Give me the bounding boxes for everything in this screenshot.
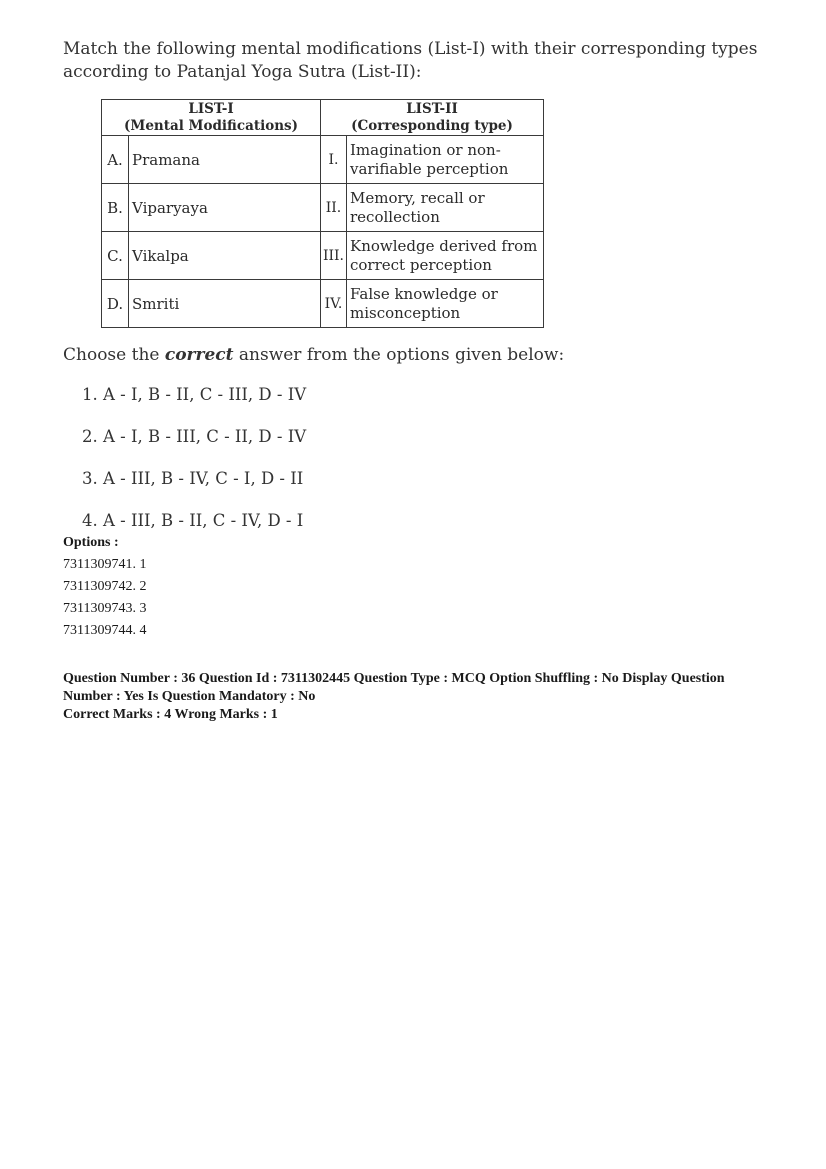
- list-i-subtitle: (Mental Modifications): [123, 117, 299, 134]
- row-roman: II.: [321, 184, 347, 232]
- corresponding-type: Memory, recall or recollection: [347, 184, 544, 232]
- row-roman: IV.: [321, 280, 347, 328]
- option-id: 7311309742. 2: [63, 579, 147, 594]
- list-i-header: [102, 100, 321, 136]
- table-header-row: [102, 100, 544, 136]
- corresponding-type: False knowledge or misconception: [347, 280, 544, 328]
- option-id: 7311309743. 3: [63, 601, 147, 616]
- list-i-title: LIST-I: [188, 100, 234, 117]
- choose-emphasis: correct: [164, 345, 234, 365]
- option-id: 7311309744. 4: [63, 623, 147, 638]
- marks-info: Correct Marks : 4 Wrong Marks : 1: [63, 707, 278, 722]
- answer-option-2: 2. A - I, B - III, C - II, D - IV: [82, 427, 307, 446]
- table-row: [102, 136, 544, 184]
- match-table: [101, 99, 544, 328]
- choose-instruction: [63, 345, 564, 365]
- answer-option-1: 1. A - I, B - II, C - III, D - IV: [82, 385, 307, 404]
- table-row: [102, 232, 544, 280]
- choose-after: answer from the options given below:: [233, 345, 565, 365]
- row-letter: A.: [102, 136, 129, 184]
- mental-modification: Pramana: [129, 136, 321, 184]
- mental-modification: Smriti: [129, 280, 321, 328]
- question-text: Match the following mental modifications (List-I) with their corresponding types according to Patanjal Yoga Sutra (List-II):: [63, 39, 758, 82]
- table-row: [102, 184, 544, 232]
- corresponding-type: Imagination or non-varifiable perception: [347, 136, 544, 184]
- table-row: [102, 280, 544, 328]
- row-roman: III.: [321, 232, 347, 280]
- answer-option-3: 3. A - III, B - IV, C - I, D - II: [82, 469, 304, 488]
- choose-before: Choose the: [63, 345, 165, 365]
- option-id: 7311309741. 1: [63, 557, 147, 572]
- row-letter: B.: [102, 184, 129, 232]
- mental-modification: Vikalpa: [129, 232, 321, 280]
- list-ii-header: [321, 100, 544, 136]
- options-label: Options :: [63, 535, 119, 550]
- row-letter: D.: [102, 280, 129, 328]
- mental-modification: Viparyaya: [129, 184, 321, 232]
- corresponding-type: Knowledge derived from correct perception: [347, 232, 544, 280]
- list-ii-title: LIST-II: [406, 100, 458, 117]
- row-letter: C.: [102, 232, 129, 280]
- answer-option-4: 4. A - III, B - II, C - IV, D - I: [82, 511, 304, 530]
- row-roman: I.: [321, 136, 347, 184]
- list-ii-subtitle: (Corresponding type): [351, 117, 513, 134]
- question-metadata: Question Number : 36 Question Id : 7311302445 Question Type : MCQ Option Shuffling : No Display Question Number : Yes Is Question Mandatory : No: [63, 671, 725, 704]
